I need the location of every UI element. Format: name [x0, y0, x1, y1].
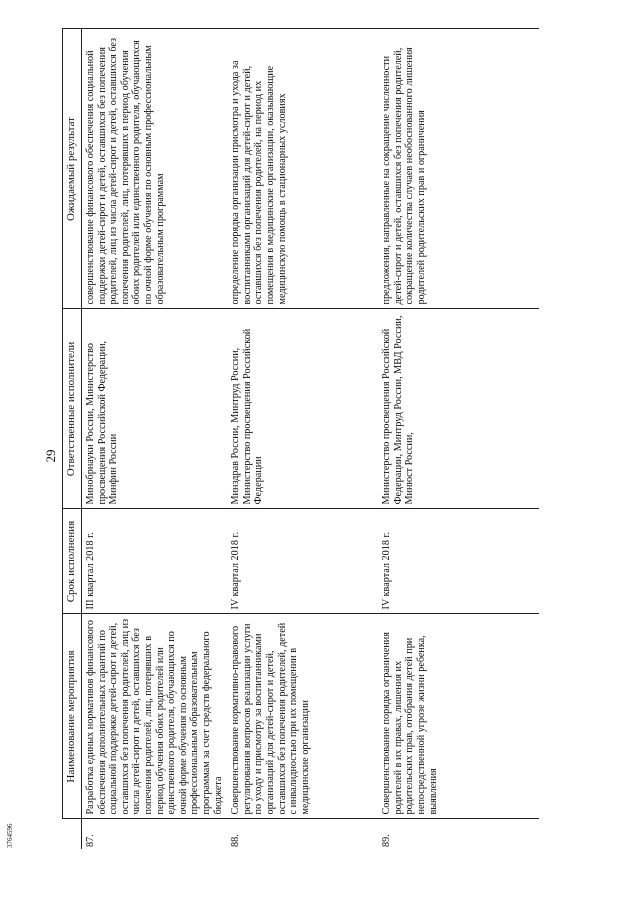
header-executors: Ответственные исполнители: [63, 309, 82, 509]
header-term: Срок исполнения: [63, 509, 82, 614]
header-number-column: [63, 819, 82, 849]
table-row: [227, 29, 378, 849]
measures-table: [62, 29, 539, 850]
row-measure-name: Совершенствование порядка ограничения родителей в их правах, лишения их родительских прав, отобрания детей при непосредственной угрозе жизни ребенка, выявления: [378, 614, 539, 819]
row-executors: Минздрав России, Минтруд России, Министерство просвещения Российской Федерации: [227, 309, 378, 509]
row-term: III квартал 2018 г.: [82, 509, 228, 614]
row-term: IV квартал 2018 г.: [378, 509, 539, 614]
row-expected-result: предложения, направленные на сокращение численности детей-сирот и детей, оставшихся без попечения родителей, сокращение количества случаев необоснованного лишения родителей родительских прав и ограничения: [378, 29, 539, 309]
row-executors: Министерство просвещения Российской Федерации, Минтруд России, МВД России, Минюст России,: [378, 309, 539, 509]
row-expected-result: совершенствование финансового обеспечения социальной поддержки детей-сирот и детей, оставшихся без попечения родителей, лиц из числа детей-сирот и детей, оставшихся без попечения родителей, лиц, потерявших в период обучения обоих родителей или единственного родителя, обучающихся по очной форме обучения по основным профессиональным образовательным программам: [82, 29, 228, 309]
table-header-row: [63, 29, 82, 849]
table-row: [378, 29, 539, 849]
header-result: Ожидаемый результат: [63, 29, 82, 309]
row-measure-name: Совершенствование нормативно-правового регулирования вопросов реализации услуги по уходу и присмотру за воспитанниками организаций для детей-сирот и детей, оставшихся без попечения родителей, детей с инвалидностью при их помещении в медицинские организации: [227, 614, 378, 819]
document-code: 3764596: [6, 823, 14, 848]
header-name: Наименование мероприятия: [63, 614, 82, 819]
page-number: 29: [43, 449, 58, 463]
row-number: 88.: [230, 834, 242, 847]
table-row: [82, 29, 228, 849]
row-executors: Минобрнауки России, Министерство просвещения Российской Федерации, Минфин России: [82, 309, 228, 509]
row-number: 87.: [85, 834, 96, 847]
row-measure-name: Разработка единых нормативов финансового обеспечения дополнительных гарантий по социальной поддержке детей-сирот и детей, оставшихся без попечения родителей, лиц из числа детей-сирот и детей, оставшихся без попечения родителей, лиц, потерявших в период обучения обоих родителей или единственного родителя, обучающихся по очной форме обучения по основным профессиональным образовательным программам за счет средств федерального бюджета: [82, 614, 228, 819]
row-expected-result: определение порядка организации присмотра и ухода за воспитанниками организаций для детей-сирот и детей, оставшихся без попечения родителей, на период их помещения в медицинские организации, оказывающие медицинскую помощь в стационарных условиях: [227, 29, 378, 309]
rotated-table-container: [62, 29, 522, 849]
row-number: 89.: [381, 834, 393, 847]
row-term: IV квартал 2018 г.: [227, 509, 378, 614]
